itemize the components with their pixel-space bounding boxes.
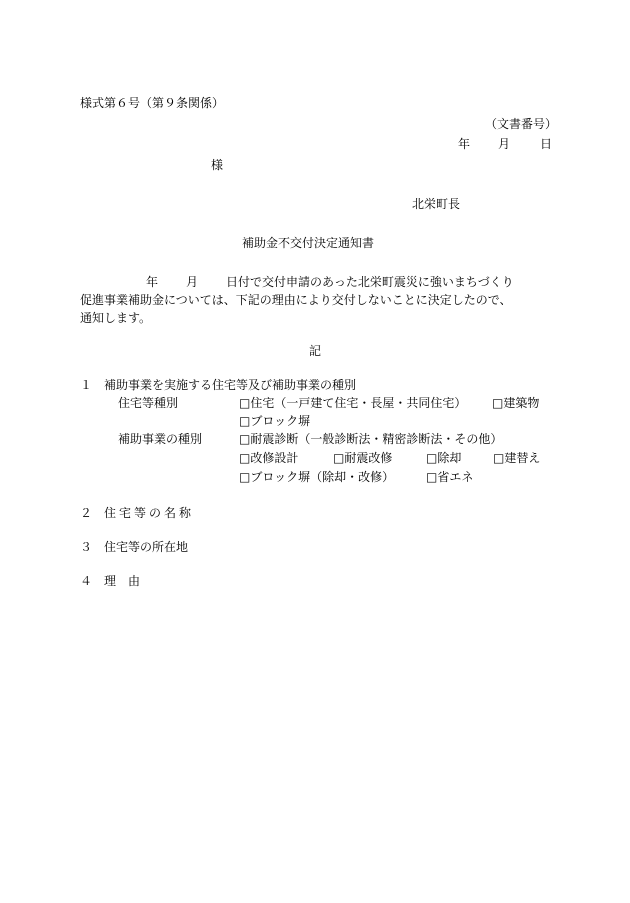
section-4-title: 理 由	[104, 574, 141, 588]
section-4-number: ４	[80, 574, 93, 588]
housing-option-building[interactable]: □建築物	[492, 396, 540, 410]
section-2-number: ２	[80, 506, 93, 520]
body-line2: 促進事業補助金については、下記の理由により交付しないことに決定したので、	[80, 293, 512, 307]
housing-type-label: 住宅等種別	[118, 396, 179, 410]
body-line1: 日付で交付申請のあった北栄町震災に強いまちづくり	[226, 275, 514, 289]
addressee-honorific: 様	[211, 158, 224, 172]
project-option-seismic-diagnosis[interactable]: □耐震診断（一般診断法・精密診断法・その他）	[239, 432, 503, 446]
housing-option-block-wall[interactable]: □ブロック塀	[239, 414, 311, 428]
section-3-title: 住宅等の所在地	[104, 540, 189, 554]
ki-heading: 記	[309, 344, 322, 358]
document-number: （文書番号）	[485, 117, 558, 131]
section-2-title: 住宅等の名称	[104, 506, 195, 520]
date-day: 日	[540, 137, 553, 151]
project-option-seismic-retrofit[interactable]: □耐震改修	[333, 451, 393, 465]
body-year: 年	[146, 275, 159, 289]
body-line3: 通知します。	[80, 311, 152, 325]
project-option-energy-saving[interactable]: □省エネ	[426, 470, 474, 484]
project-option-demolition[interactable]: □除却	[426, 451, 462, 465]
body-month: 月	[186, 275, 199, 289]
project-option-rebuild[interactable]: □建替え	[493, 451, 541, 465]
body-paragraph	[80, 273, 560, 327]
document-title: 補助金不交付決定通知書	[242, 236, 375, 250]
project-type-label: 補助事業の種別	[118, 432, 203, 446]
sender-name: 北栄町長	[412, 197, 461, 211]
date-year: 年	[458, 137, 471, 151]
project-option-renovation-design[interactable]: □改修設計	[239, 451, 299, 465]
form-label: 様式第６号（第９条関係）	[80, 96, 225, 110]
housing-option-house[interactable]: □住宅（一戸建て住宅・長屋・共同住宅）	[239, 396, 467, 410]
section-1-title: 補助事業を実施する住宅等及び補助事業の種別	[104, 378, 357, 392]
section-3-number: ３	[80, 540, 93, 554]
date-month: 月	[498, 137, 511, 151]
section-1-number: １	[80, 378, 93, 392]
project-option-block-wall[interactable]: □ブロック塀（除却・改修）	[239, 470, 395, 484]
